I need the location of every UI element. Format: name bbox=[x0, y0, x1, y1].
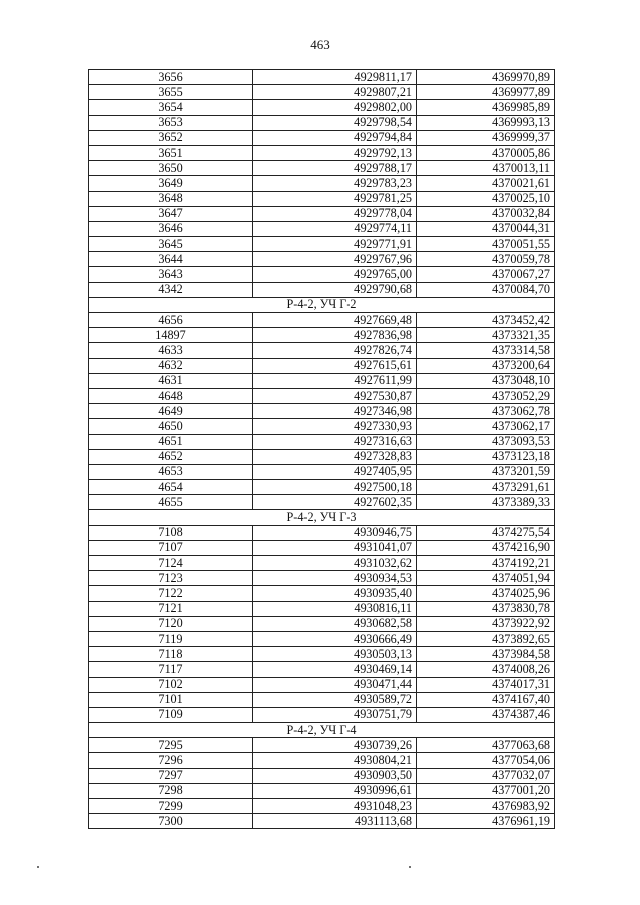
x-coordinate-cell: 4927669,48 bbox=[253, 313, 417, 328]
y-coordinate-cell: 4369970,89 bbox=[417, 70, 555, 85]
point-number-cell: 7107 bbox=[89, 540, 253, 555]
point-number-cell: 14897 bbox=[89, 328, 253, 343]
point-number-cell: 7300 bbox=[89, 814, 253, 829]
x-coordinate-cell: 4930739,26 bbox=[253, 738, 417, 753]
y-coordinate-cell: 4373922,92 bbox=[417, 616, 555, 631]
y-coordinate-cell: 4376961,19 bbox=[417, 814, 555, 829]
x-coordinate-cell: 4929765,00 bbox=[253, 267, 417, 282]
point-number-cell: 4652 bbox=[89, 449, 253, 464]
table-row bbox=[89, 799, 555, 814]
table-row bbox=[89, 601, 555, 616]
table-row bbox=[89, 434, 555, 449]
x-coordinate-cell: 4929798,54 bbox=[253, 115, 417, 130]
point-number-cell: 4655 bbox=[89, 495, 253, 510]
scan-speck bbox=[37, 866, 39, 868]
y-coordinate-cell: 4373123,18 bbox=[417, 449, 555, 464]
point-number-cell: 7101 bbox=[89, 692, 253, 707]
table-row bbox=[89, 373, 555, 388]
x-coordinate-cell: 4927330,93 bbox=[253, 419, 417, 434]
section-header-row bbox=[89, 723, 555, 738]
point-number-cell: 3645 bbox=[89, 237, 253, 252]
x-coordinate-cell: 4929781,25 bbox=[253, 191, 417, 206]
y-coordinate-cell: 4373062,78 bbox=[417, 404, 555, 419]
table-row bbox=[89, 206, 555, 221]
y-coordinate-cell: 4374008,26 bbox=[417, 662, 555, 677]
point-number-cell: 7298 bbox=[89, 783, 253, 798]
point-number-cell: 4650 bbox=[89, 419, 253, 434]
table-row bbox=[89, 814, 555, 829]
x-coordinate-cell: 4927826,74 bbox=[253, 343, 417, 358]
table-row bbox=[89, 145, 555, 160]
x-coordinate-cell: 4927500,18 bbox=[253, 480, 417, 495]
x-coordinate-cell: 4927530,87 bbox=[253, 388, 417, 403]
x-coordinate-cell: 4930682,58 bbox=[253, 616, 417, 631]
x-coordinate-cell: 4930935,40 bbox=[253, 586, 417, 601]
point-number-cell: 7124 bbox=[89, 556, 253, 571]
section-title: Р-4-2, УЧ Г-2 bbox=[89, 297, 555, 312]
table-row bbox=[89, 662, 555, 677]
point-number-cell: 4632 bbox=[89, 358, 253, 373]
point-number-cell: 3656 bbox=[89, 70, 253, 85]
point-number-cell: 7296 bbox=[89, 753, 253, 768]
table-row bbox=[89, 191, 555, 206]
x-coordinate-cell: 4930903,50 bbox=[253, 768, 417, 783]
y-coordinate-cell: 4373291,61 bbox=[417, 480, 555, 495]
x-coordinate-cell: 4929811,17 bbox=[253, 70, 417, 85]
point-number-cell: 4342 bbox=[89, 282, 253, 297]
y-coordinate-cell: 4374167,40 bbox=[417, 692, 555, 707]
x-coordinate-cell: 4927405,95 bbox=[253, 464, 417, 479]
point-number-cell: 7297 bbox=[89, 768, 253, 783]
table-row bbox=[89, 495, 555, 510]
point-number-cell: 3648 bbox=[89, 191, 253, 206]
x-coordinate-cell: 4930816,11 bbox=[253, 601, 417, 616]
y-coordinate-cell: 4374216,90 bbox=[417, 540, 555, 555]
table-row bbox=[89, 556, 555, 571]
y-coordinate-cell: 4374025,96 bbox=[417, 586, 555, 601]
point-number-cell: 3647 bbox=[89, 206, 253, 221]
x-coordinate-cell: 4929807,21 bbox=[253, 85, 417, 100]
x-coordinate-cell: 4930934,53 bbox=[253, 571, 417, 586]
x-coordinate-cell: 4929792,13 bbox=[253, 145, 417, 160]
y-coordinate-cell: 4374051,94 bbox=[417, 571, 555, 586]
x-coordinate-cell: 4927602,35 bbox=[253, 495, 417, 510]
point-number-cell: 3653 bbox=[89, 115, 253, 130]
x-coordinate-cell: 4927328,83 bbox=[253, 449, 417, 464]
table-row bbox=[89, 647, 555, 662]
point-number-cell: 7102 bbox=[89, 677, 253, 692]
table-row bbox=[89, 70, 555, 85]
table-row bbox=[89, 464, 555, 479]
table-row bbox=[89, 267, 555, 282]
table-row bbox=[89, 85, 555, 100]
y-coordinate-cell: 4370013,11 bbox=[417, 161, 555, 176]
table-row bbox=[89, 176, 555, 191]
table-row bbox=[89, 707, 555, 722]
x-coordinate-cell: 4927615,61 bbox=[253, 358, 417, 373]
y-coordinate-cell: 4369977,89 bbox=[417, 85, 555, 100]
y-coordinate-cell: 4370021,61 bbox=[417, 176, 555, 191]
section-title: Р-4-2, УЧ Г-3 bbox=[89, 510, 555, 525]
point-number-cell: 7109 bbox=[89, 707, 253, 722]
scan-speck bbox=[409, 866, 411, 868]
table-row bbox=[89, 616, 555, 631]
y-coordinate-cell: 4373200,64 bbox=[417, 358, 555, 373]
y-coordinate-cell: 4377032,07 bbox=[417, 768, 555, 783]
table-row bbox=[89, 419, 555, 434]
y-coordinate-cell: 4370084,70 bbox=[417, 282, 555, 297]
coordinates-table-body bbox=[89, 70, 555, 829]
point-number-cell: 4649 bbox=[89, 404, 253, 419]
table-row bbox=[89, 221, 555, 236]
y-coordinate-cell: 4374275,54 bbox=[417, 525, 555, 540]
x-coordinate-cell: 4929771,91 bbox=[253, 237, 417, 252]
table-row bbox=[89, 343, 555, 358]
table-row bbox=[89, 313, 555, 328]
y-coordinate-cell: 4370044,31 bbox=[417, 221, 555, 236]
point-number-cell: 3649 bbox=[89, 176, 253, 191]
x-coordinate-cell: 4929778,04 bbox=[253, 206, 417, 221]
point-number-cell: 3654 bbox=[89, 100, 253, 115]
y-coordinate-cell: 4377063,68 bbox=[417, 738, 555, 753]
table-row bbox=[89, 738, 555, 753]
y-coordinate-cell: 4373062,17 bbox=[417, 419, 555, 434]
x-coordinate-cell: 4929794,84 bbox=[253, 130, 417, 145]
x-coordinate-cell: 4929767,96 bbox=[253, 252, 417, 267]
y-coordinate-cell: 4373984,58 bbox=[417, 647, 555, 662]
point-number-cell: 7295 bbox=[89, 738, 253, 753]
x-coordinate-cell: 4931032,62 bbox=[253, 556, 417, 571]
table-row bbox=[89, 282, 555, 297]
y-coordinate-cell: 4370067,27 bbox=[417, 267, 555, 282]
x-coordinate-cell: 4927611,99 bbox=[253, 373, 417, 388]
point-number-cell: 7118 bbox=[89, 647, 253, 662]
point-number-cell: 4656 bbox=[89, 313, 253, 328]
x-coordinate-cell: 4929774,11 bbox=[253, 221, 417, 236]
y-coordinate-cell: 4373321,35 bbox=[417, 328, 555, 343]
y-coordinate-cell: 4370032,84 bbox=[417, 206, 555, 221]
table-row bbox=[89, 161, 555, 176]
x-coordinate-cell: 4929802,00 bbox=[253, 100, 417, 115]
x-coordinate-cell: 4930751,79 bbox=[253, 707, 417, 722]
point-number-cell: 7120 bbox=[89, 616, 253, 631]
table-row bbox=[89, 358, 555, 373]
table-row bbox=[89, 252, 555, 267]
table-row bbox=[89, 237, 555, 252]
y-coordinate-cell: 4373048,10 bbox=[417, 373, 555, 388]
point-number-cell: 4654 bbox=[89, 480, 253, 495]
table-row bbox=[89, 783, 555, 798]
point-number-cell: 7122 bbox=[89, 586, 253, 601]
x-coordinate-cell: 4930946,75 bbox=[253, 525, 417, 540]
point-number-cell: 3652 bbox=[89, 130, 253, 145]
y-coordinate-cell: 4373093,53 bbox=[417, 434, 555, 449]
point-number-cell: 4631 bbox=[89, 373, 253, 388]
point-number-cell: 7121 bbox=[89, 601, 253, 616]
point-number-cell: 7299 bbox=[89, 799, 253, 814]
x-coordinate-cell: 4927316,63 bbox=[253, 434, 417, 449]
y-coordinate-cell: 4373389,33 bbox=[417, 495, 555, 510]
x-coordinate-cell: 4930471,44 bbox=[253, 677, 417, 692]
table-row bbox=[89, 571, 555, 586]
point-number-cell: 3646 bbox=[89, 221, 253, 236]
y-coordinate-cell: 4376983,92 bbox=[417, 799, 555, 814]
x-coordinate-cell: 4930503,13 bbox=[253, 647, 417, 662]
point-number-cell: 4648 bbox=[89, 388, 253, 403]
table-row bbox=[89, 449, 555, 464]
x-coordinate-cell: 4931113,68 bbox=[253, 814, 417, 829]
x-coordinate-cell: 4930804,21 bbox=[253, 753, 417, 768]
table-row bbox=[89, 115, 555, 130]
y-coordinate-cell: 4370059,78 bbox=[417, 252, 555, 267]
section-title: Р-4-2, УЧ Г-4 bbox=[89, 723, 555, 738]
x-coordinate-cell: 4930469,14 bbox=[253, 662, 417, 677]
y-coordinate-cell: 4370051,55 bbox=[417, 237, 555, 252]
point-number-cell: 4653 bbox=[89, 464, 253, 479]
x-coordinate-cell: 4927836,98 bbox=[253, 328, 417, 343]
table-row bbox=[89, 130, 555, 145]
table-row bbox=[89, 540, 555, 555]
y-coordinate-cell: 4373892,65 bbox=[417, 631, 555, 646]
y-coordinate-cell: 4369999,37 bbox=[417, 130, 555, 145]
y-coordinate-cell: 4373452,42 bbox=[417, 313, 555, 328]
y-coordinate-cell: 4369985,89 bbox=[417, 100, 555, 115]
table-row bbox=[89, 328, 555, 343]
x-coordinate-cell: 4930666,49 bbox=[253, 631, 417, 646]
coordinates-table bbox=[88, 69, 555, 829]
table-row bbox=[89, 525, 555, 540]
point-number-cell: 4633 bbox=[89, 343, 253, 358]
point-number-cell: 7117 bbox=[89, 662, 253, 677]
y-coordinate-cell: 4370005,86 bbox=[417, 145, 555, 160]
x-coordinate-cell: 4929783,23 bbox=[253, 176, 417, 191]
x-coordinate-cell: 4931041,07 bbox=[253, 540, 417, 555]
y-coordinate-cell: 4377001,20 bbox=[417, 783, 555, 798]
x-coordinate-cell: 4930589,72 bbox=[253, 692, 417, 707]
table-row bbox=[89, 388, 555, 403]
y-coordinate-cell: 4373830,78 bbox=[417, 601, 555, 616]
y-coordinate-cell: 4374192,21 bbox=[417, 556, 555, 571]
table-row bbox=[89, 586, 555, 601]
y-coordinate-cell: 4373314,58 bbox=[417, 343, 555, 358]
table-row bbox=[89, 692, 555, 707]
x-coordinate-cell: 4929790,68 bbox=[253, 282, 417, 297]
y-coordinate-cell: 4370025,10 bbox=[417, 191, 555, 206]
y-coordinate-cell: 4374017,31 bbox=[417, 677, 555, 692]
table-row bbox=[89, 768, 555, 783]
section-header-row bbox=[89, 510, 555, 525]
point-number-cell: 3651 bbox=[89, 145, 253, 160]
point-number-cell: 3650 bbox=[89, 161, 253, 176]
page-number: 463 bbox=[310, 37, 330, 52]
y-coordinate-cell: 4373201,59 bbox=[417, 464, 555, 479]
x-coordinate-cell: 4929788,17 bbox=[253, 161, 417, 176]
point-number-cell: 3655 bbox=[89, 85, 253, 100]
point-number-cell: 7119 bbox=[89, 631, 253, 646]
section-header-row bbox=[89, 297, 555, 312]
table-row bbox=[89, 677, 555, 692]
y-coordinate-cell: 4377054,06 bbox=[417, 753, 555, 768]
x-coordinate-cell: 4931048,23 bbox=[253, 799, 417, 814]
table-row bbox=[89, 480, 555, 495]
table-row bbox=[89, 631, 555, 646]
x-coordinate-cell: 4927346,98 bbox=[253, 404, 417, 419]
y-coordinate-cell: 4374387,46 bbox=[417, 707, 555, 722]
x-coordinate-cell: 4930996,61 bbox=[253, 783, 417, 798]
table-row bbox=[89, 753, 555, 768]
point-number-cell: 4651 bbox=[89, 434, 253, 449]
y-coordinate-cell: 4369993,13 bbox=[417, 115, 555, 130]
point-number-cell: 3643 bbox=[89, 267, 253, 282]
table-row bbox=[89, 100, 555, 115]
table-row bbox=[89, 404, 555, 419]
point-number-cell: 7108 bbox=[89, 525, 253, 540]
point-number-cell: 3644 bbox=[89, 252, 253, 267]
point-number-cell: 7123 bbox=[89, 571, 253, 586]
y-coordinate-cell: 4373052,29 bbox=[417, 388, 555, 403]
